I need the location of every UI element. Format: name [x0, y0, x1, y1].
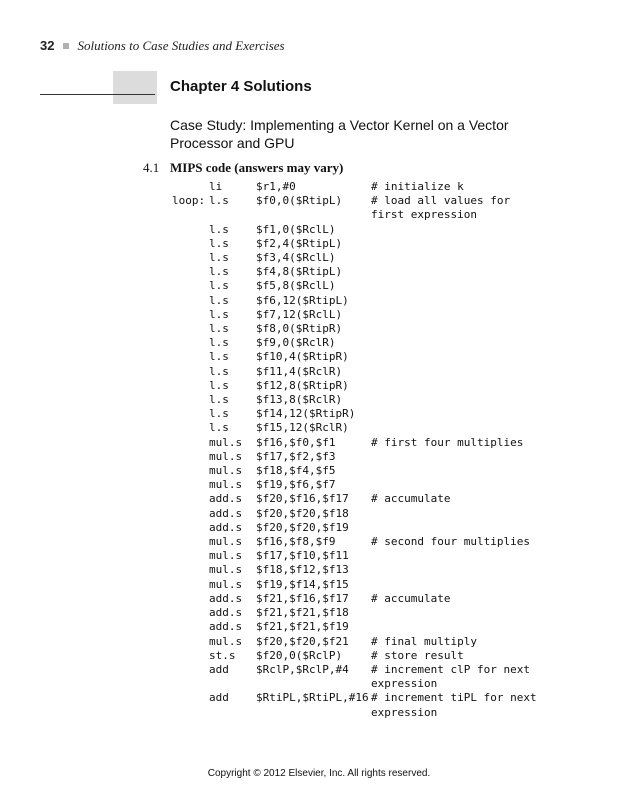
code-operands: $f2,4($RtipL) [256, 236, 343, 250]
code-label [172, 279, 209, 293]
code-line [172, 592, 602, 606]
code-operands: $f21,$f21,$f18 [256, 606, 349, 620]
code-line [172, 265, 602, 279]
code-operands: $f21,$f16,$f17 [256, 591, 349, 605]
page-number: 32 [40, 38, 55, 53]
code-opcode: l.s [209, 293, 229, 307]
code-comment [371, 223, 541, 237]
code-label [172, 336, 209, 350]
code-comment [371, 251, 541, 265]
code-label [172, 237, 209, 251]
code-line [172, 308, 602, 322]
code-line [172, 350, 602, 364]
code-label [172, 620, 209, 634]
code-line [172, 635, 602, 649]
code-line [172, 223, 602, 237]
code-comment: # increment tiPL for next expression [371, 691, 544, 719]
code-comment [371, 578, 541, 592]
code-opcode: l.s [209, 421, 229, 435]
case-study-title: Case Study: Implementing a Vector Kernel on a Vector Processor and GPU [170, 117, 509, 151]
code-operands: $f11,4($RclR) [256, 364, 343, 378]
code-label [172, 464, 209, 478]
code-line [172, 450, 602, 464]
code-line [172, 578, 602, 592]
code-line [172, 535, 602, 549]
code-operands: $f15,12($RclR) [256, 421, 349, 435]
code-label [172, 294, 209, 308]
code-comment [371, 237, 541, 251]
code-operands: $f18,$f4,$f5 [256, 464, 336, 478]
code-opcode: l.s [209, 350, 229, 364]
code-line [172, 691, 602, 719]
code-comment [371, 450, 541, 464]
code-line [172, 393, 602, 407]
question-heading: MIPS code (answers may vary) [170, 160, 344, 175]
code-operands: $f1,0($RclL) [256, 222, 336, 236]
code-opcode: l.s [209, 251, 229, 265]
code-opcode: add.s [209, 606, 243, 620]
code-opcode: l.s [209, 265, 229, 279]
running-header [40, 38, 285, 54]
code-line [172, 606, 602, 620]
code-opcode: l.s [209, 236, 229, 250]
code-comment [371, 294, 541, 308]
code-label [172, 606, 209, 620]
code-comment: # accumulate [371, 591, 451, 605]
code-comment: # second four multiplies [371, 535, 530, 549]
code-comment [371, 464, 541, 478]
header-square-bullet [63, 43, 69, 49]
code-operands: $f18,$f12,$f13 [256, 563, 349, 577]
code-comment [371, 365, 541, 379]
code-comment: # increment clP for next expression [371, 662, 537, 691]
code-line [172, 620, 602, 634]
code-comment [371, 563, 541, 577]
code-opcode: l.s [209, 393, 229, 407]
code-comment [371, 350, 541, 364]
code-line [172, 563, 602, 577]
code-opcode: mul.s [209, 464, 243, 478]
code-opcode: mul.s [209, 535, 243, 549]
code-operands: $f17,$f10,$f11 [256, 549, 349, 563]
running-title: Solutions to Case Studies and Exercises [77, 38, 285, 53]
code-opcode: l.s [209, 336, 229, 350]
code-comment [371, 478, 541, 492]
code-comment: # final multiply [371, 634, 477, 648]
code-operands: $f12,8($RtipR) [256, 378, 349, 392]
code-line [172, 663, 602, 691]
code-line [172, 194, 602, 222]
code-comment [371, 606, 541, 620]
code-opcode: add.s [209, 492, 243, 506]
code-comment: # initialize k [371, 180, 464, 193]
code-operands: $f5,8($RclL) [256, 279, 336, 293]
code-line [172, 365, 602, 379]
code-opcode: l.s [209, 364, 229, 378]
code-opcode: l.s [209, 307, 229, 321]
code-opcode: add [209, 691, 229, 705]
code-operands: $f17,$f2,$f3 [256, 449, 336, 463]
code-opcode: mul.s [209, 634, 243, 648]
code-comment: # accumulate [371, 492, 451, 506]
code-comment [371, 308, 541, 322]
code-comment: # store result [371, 648, 464, 662]
code-opcode: li [209, 180, 223, 193]
code-operands: $f20,$f16,$f17 [256, 492, 349, 506]
code-line [172, 279, 602, 293]
code-label [172, 663, 209, 691]
code-line [172, 237, 602, 251]
code-line [172, 436, 602, 450]
code-label [172, 436, 209, 450]
code-opcode: mul.s [209, 478, 243, 492]
chapter-rule [40, 94, 155, 95]
code-opcode: add [209, 662, 229, 676]
code-opcode: l.s [209, 279, 229, 293]
code-line [172, 379, 602, 393]
code-operands: $f13,8($RclR) [256, 393, 343, 407]
code-label [172, 350, 209, 364]
code-listing [172, 180, 602, 720]
code-opcode: add.s [209, 520, 243, 534]
code-comment [371, 521, 541, 535]
code-label [172, 407, 209, 421]
code-operands: $f20,$f20,$f18 [256, 506, 349, 520]
code-label [172, 393, 209, 407]
code-comment [371, 549, 541, 563]
code-label [172, 535, 209, 549]
code-comment [371, 336, 541, 350]
code-label [172, 322, 209, 336]
code-comment [371, 507, 541, 521]
code-opcode: mul.s [209, 577, 243, 591]
code-operands: $f0,0($RtipL) [256, 194, 343, 208]
code-comment [371, 265, 541, 279]
code-label [172, 507, 209, 521]
code-comment [371, 379, 541, 393]
code-line [172, 649, 602, 663]
code-label [172, 379, 209, 393]
code-operands: $f20,0($RclP) [256, 648, 343, 662]
code-operands: $f20,$f20,$f21 [256, 634, 349, 648]
code-comment [371, 620, 541, 634]
code-line [172, 464, 602, 478]
code-operands: $f19,$f6,$f7 [256, 478, 336, 492]
code-opcode: l.s [209, 222, 229, 236]
code-label [172, 421, 209, 435]
code-line [172, 478, 602, 492]
code-label [172, 549, 209, 563]
code-label [172, 450, 209, 464]
code-line [172, 251, 602, 265]
code-operands: $RclP,$RclP,#4 [256, 662, 349, 676]
code-operands: $f10,4($RtipR) [256, 350, 349, 364]
code-opcode: st.s [209, 648, 236, 662]
code-opcode: mul.s [209, 549, 243, 563]
code-label [172, 223, 209, 237]
code-opcode: l.s [209, 378, 229, 392]
code-label [172, 251, 209, 265]
code-label [172, 635, 209, 649]
code-line [172, 521, 602, 535]
chapter-title: Chapter 4 Solutions [170, 78, 312, 95]
code-label [172, 563, 209, 577]
code-operands: $r1,#0 [256, 180, 296, 193]
code-operands: $f20,$f20,$f19 [256, 520, 349, 534]
code-opcode: l.s [209, 194, 229, 208]
code-label [172, 691, 209, 719]
code-line [172, 336, 602, 350]
code-line [172, 322, 602, 336]
code-comment: # first four multiplies [371, 435, 524, 449]
code-opcode: mul.s [209, 449, 243, 463]
code-label [172, 478, 209, 492]
code-opcode: add.s [209, 620, 243, 634]
code-operands: $f3,4($RclL) [256, 251, 336, 265]
code-label [172, 265, 209, 279]
code-operands: $f9,0($RclR) [256, 336, 336, 350]
code-line [172, 407, 602, 421]
code-opcode: l.s [209, 322, 229, 336]
code-line [172, 492, 602, 506]
code-opcode: add.s [209, 591, 243, 605]
code-label [172, 365, 209, 379]
code-comment [371, 393, 541, 407]
code-label: loop: [172, 194, 206, 208]
chapter-marker-box [113, 71, 157, 104]
code-opcode: mul.s [209, 435, 243, 449]
copyright-footer: Copyright © 2012 Elsevier, Inc. All rights reserved. [207, 768, 431, 779]
code-label [172, 649, 209, 663]
code-label [172, 180, 209, 194]
code-line [172, 507, 602, 521]
code-line [172, 421, 602, 435]
code-opcode: l.s [209, 407, 229, 421]
code-comment [371, 322, 541, 336]
code-comment [371, 279, 541, 293]
code-operands: $RtiPL,$RtiPL,#16 [256, 691, 369, 705]
code-comment: # load all values for first expression [371, 194, 517, 222]
code-comment [371, 421, 541, 435]
question-number: 4.1 [143, 160, 160, 175]
code-label [172, 578, 209, 592]
code-operands: $f19,$f14,$f15 [256, 577, 349, 591]
code-label [172, 521, 209, 535]
code-line [172, 180, 602, 194]
code-opcode: mul.s [209, 563, 243, 577]
code-operands: $f6,12($RtipL) [256, 293, 349, 307]
code-line [172, 294, 602, 308]
code-opcode: add.s [209, 506, 243, 520]
code-comment [371, 407, 541, 421]
code-line [172, 549, 602, 563]
code-label [172, 308, 209, 322]
code-operands: $f4,8($RtipL) [256, 265, 343, 279]
code-operands: $f7,12($RclL) [256, 307, 343, 321]
code-operands: $f21,$f21,$f19 [256, 620, 349, 634]
code-operands: $f14,12($RtipR) [256, 407, 356, 421]
code-label [172, 492, 209, 506]
code-operands: $f16,$f8,$f9 [256, 535, 336, 549]
code-operands: $f8,0($RtipR) [256, 322, 343, 336]
code-label [172, 592, 209, 606]
code-operands: $f16,$f0,$f1 [256, 435, 336, 449]
